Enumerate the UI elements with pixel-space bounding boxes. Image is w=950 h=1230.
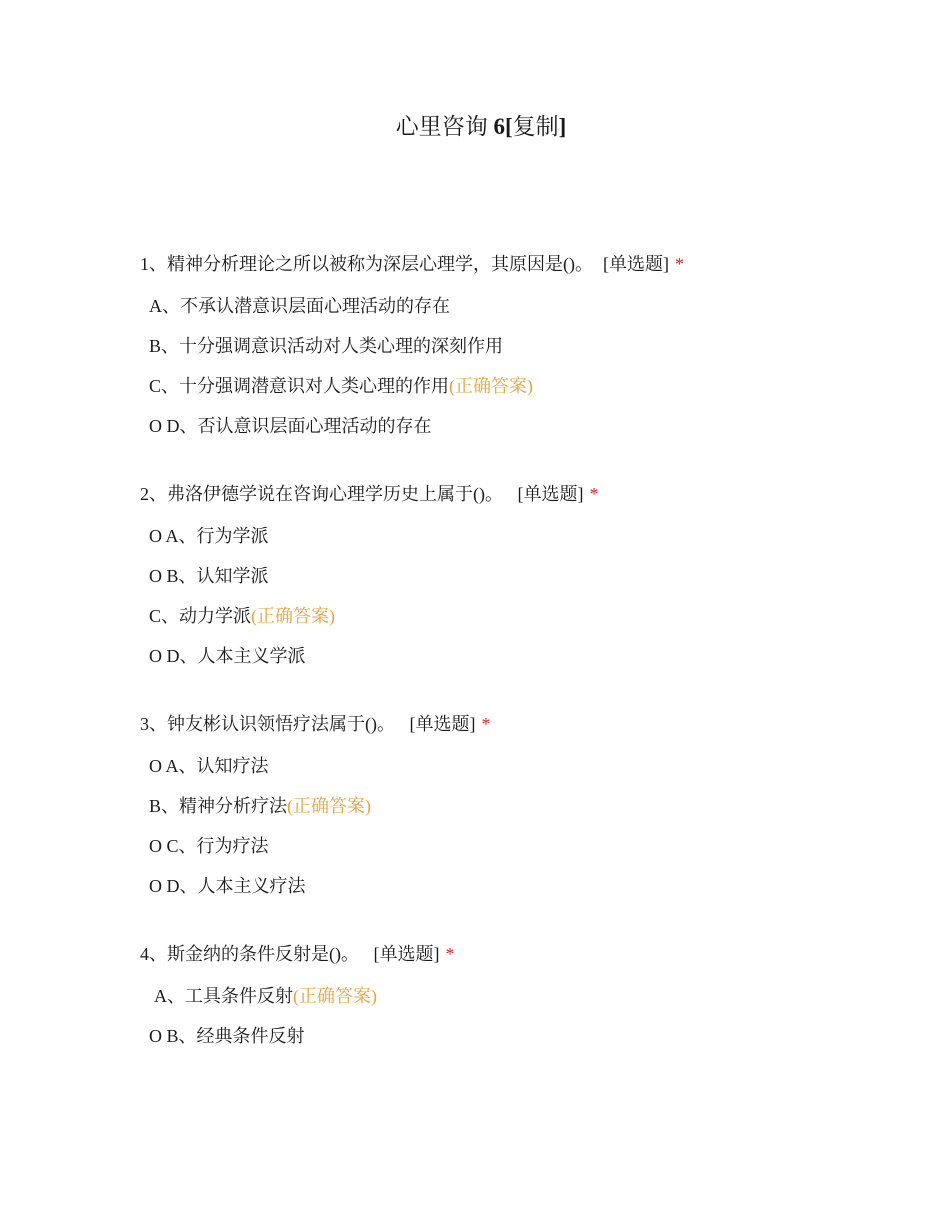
question-text: 1、精神分析理论之所以被称为深层心理学，其原因是()。 [140,254,593,274]
question-spacer [140,906,900,940]
option-label: O B、经典条件反射 [149,1026,305,1046]
option-d[interactable] [140,406,900,446]
option-d[interactable] [140,866,900,906]
option-label: O D、人本主义学派 [149,646,306,666]
option-list [140,746,900,906]
question-text: 2、弗洛伊德学说在咨询心理学历史上属于()。 [140,484,508,504]
question-1 [140,250,900,446]
question-type: [单选题] [603,254,669,274]
option-list [140,286,900,446]
option-label: O D、人本主义疗法 [149,876,306,896]
option-label: A、工具条件反射 [154,986,293,1006]
question-4 [140,940,900,1056]
question-type: [单选题] [373,944,440,964]
option-c[interactable] [140,826,900,866]
required-mark: * [445,944,455,964]
question-type: [单选题] [409,714,476,734]
page-title [0,110,950,144]
option-b[interactable] [140,786,900,826]
option-label: O C、行为疗法 [149,836,269,856]
option-a[interactable] [140,516,900,556]
correct-answer-tag: (正确答案) [449,376,534,396]
question-text: 4、斯金纳的条件反射是()。 [140,944,364,964]
option-label: C、动力学派 [149,606,252,626]
option-label: B、十分强调意识活动对人类心理的深刻作用 [149,336,504,356]
option-label: O A、认知疗法 [149,756,269,776]
title-copy: 复制 [512,114,559,139]
option-c[interactable] [140,596,900,636]
option-d[interactable] [140,636,900,676]
option-b[interactable] [140,326,900,366]
option-label: O B、认知学派 [149,566,269,586]
option-a[interactable] [140,976,900,1016]
question-stem [140,710,900,738]
title-text: 心里咨询 [395,114,494,139]
question-type: [单选题] [517,484,584,504]
option-b[interactable] [140,1016,900,1056]
option-list [140,976,900,1056]
option-b[interactable] [140,556,900,596]
option-label: O A、行为学派 [149,526,269,546]
required-mark: * [675,254,684,274]
option-a[interactable] [140,286,900,326]
question-3 [140,710,900,906]
option-label: B、精神分析疗法 [149,796,288,816]
question-text: 3、钟友彬认识领悟疗法属于()。 [140,714,400,734]
title-number: 6[ [493,114,513,139]
option-c[interactable] [140,366,900,406]
option-list [140,516,900,676]
question-list [140,250,900,1056]
correct-answer-tag: (正确答案) [287,796,372,816]
option-a[interactable] [140,746,900,786]
question-spacer [140,446,900,480]
question-2 [140,480,900,676]
question-stem [140,940,900,968]
correct-answer-tag: (正确答案) [293,986,377,1006]
question-spacer [140,676,900,710]
question-stem [140,480,900,508]
question-stem [140,250,900,278]
required-mark: * [481,714,491,734]
option-label: A、不承认潜意识层面心理活动的存在 [149,296,450,316]
correct-answer-tag: (正确答案) [251,606,336,626]
required-mark: * [589,484,599,504]
title-bracket: ] [558,114,567,139]
option-label: C、十分强调潜意识对人类心理的作用 [149,376,450,396]
option-label: O D、否认意识层面心理活动的存在 [149,416,432,436]
